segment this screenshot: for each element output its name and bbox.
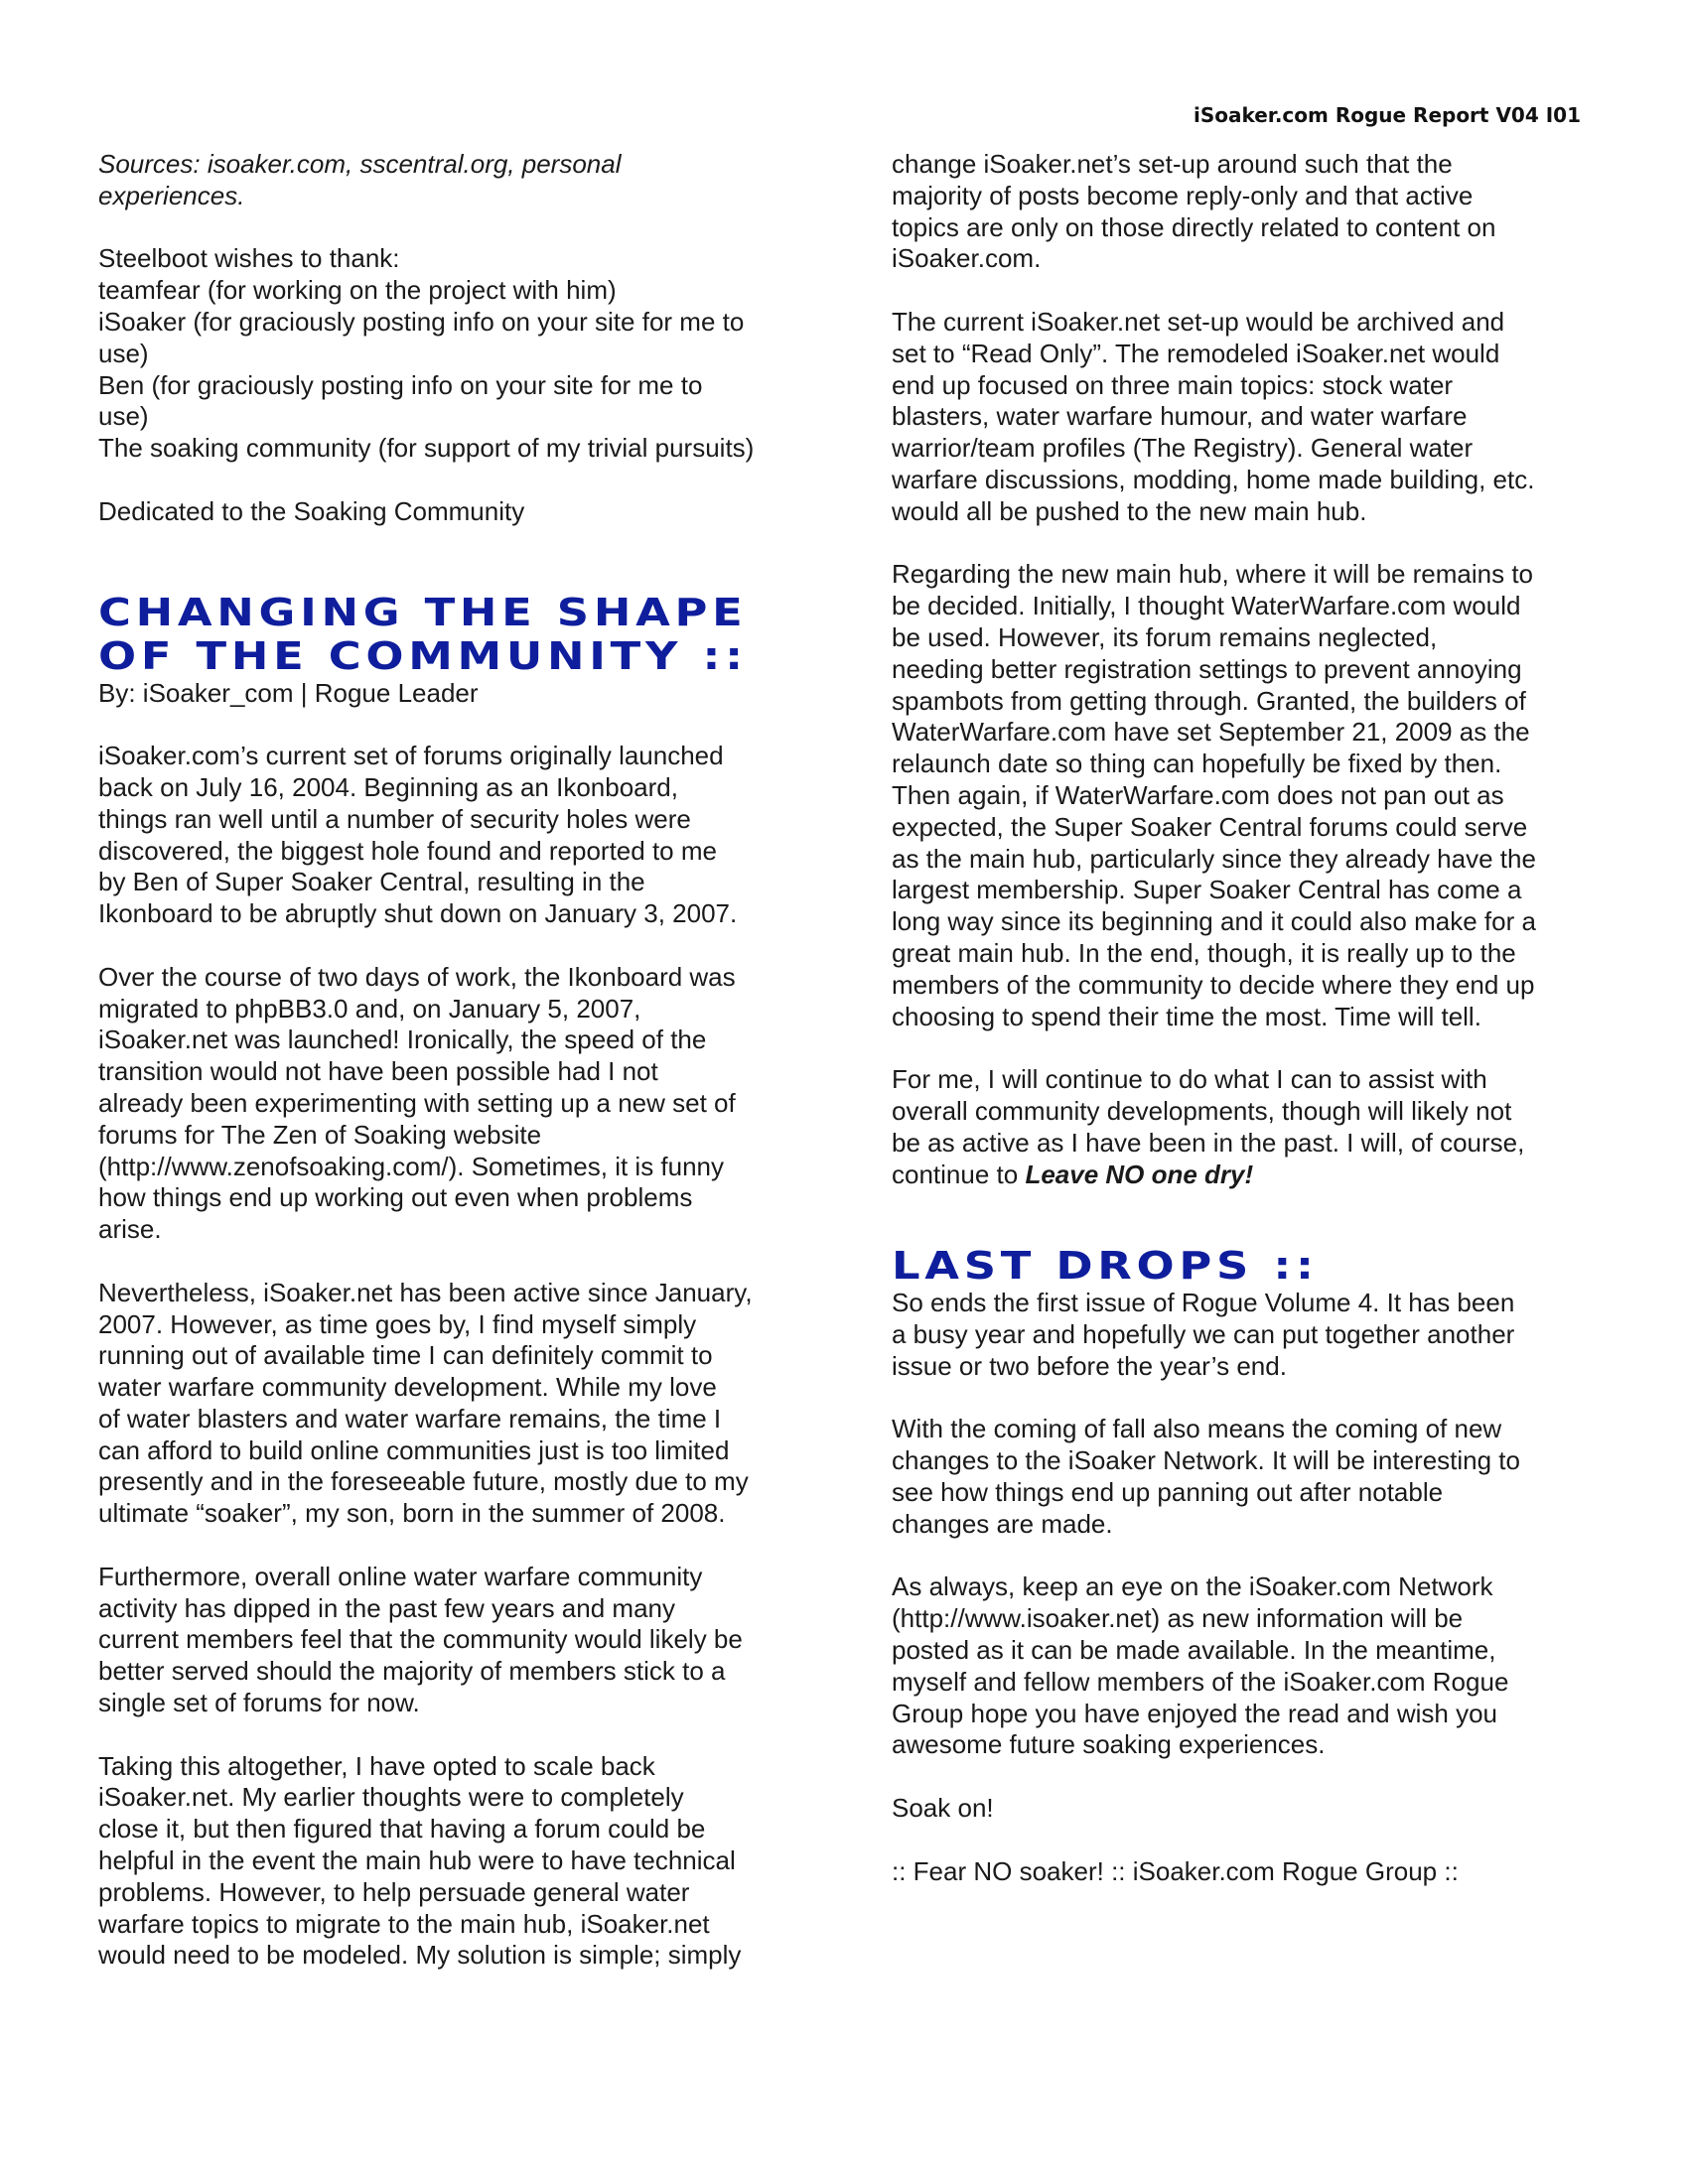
body-paragraph [892,1064,1597,1190]
body-paragraph: Nevertheless, iSoaker.net has been active since January, 2007. However, as time goes by, I find myself simply running out of available time I can definitely commit to water warfare community development. While my love of water blasters and water warfare remains, the time I can afford to build online communities just is too limited presently and in the foreseeable future, mostly due to my ultimate “soaker”, my son, born in the summer of 2008. [98,1277,753,1529]
body-paragraph: Furthermore, overall online water warfare community activity has dipped in the past few years and many current members feel that the community would likely be better served should the majority of members stick to a single set of forums for now. [98,1561,743,1718]
body-paragraph: The current iSoaker.net set-up would be archived and set to “Read Only”. The remodeled iSoaker.net would end up focused on three main topics: stock water blasters, water warfare humour, and water warfare warrior/team profiles (The Registry). General water warfare discussions, modding, home made building, etc. would all be pushed to the new main hub. [892,306,1535,526]
section-title-changing-shape-line1: CHANGING THE SHAPE [98,590,748,634]
signoff-line: :: Fear NO soaker! :: iSoaker.com Rogue Group :: [892,1855,1459,1886]
section-title-last-drops: LAST DROPS :: [892,1244,1319,1289]
leave-no-one-dry-emphasis: Leave NO one dry! [1025,1159,1254,1189]
byline: By: iSoaker_com | Rogue Leader [98,677,479,708]
sources-note: Sources: isoaker.com, sscentral.org, personal experiences. [98,149,622,210]
soak-on-line: Soak on! [892,1793,994,1824]
left-column [98,149,813,1972]
section-title-changing-shape-line2: OF THE COMMUNITY :: [98,633,748,678]
body-paragraph: Over the course of two days of work, the Ikonboard was migrated to phpBB3.0 and, on January 5, 2007, iSoaker.net was launched! Ironically, the speed of the transition would not have been possible had I not already been experimenting with setting up a new set of forums for The Zen of Soaking website (http://www.zenofsoaking.com/). Sometimes, it is funny how things end up working out even when problems arise. [98,961,736,1245]
body-paragraph: Taking this altogether, I have opted to scale back iSoaker.net. My earlier thoughts were to completely close it, but then figured that having a forum could be helpful in the event the main hub were to have technical problems. However, to help persuade general water warfare topics to migrate to the main hub, iSoaker.net would need to be modeled. My solution is simple; simply [98,1750,742,1971]
paragraph-text: For me, I will continue to do what I can to assist with overall community developments, though will likely not be as active as I have been in the past. I will, of course, continue to [892,1064,1525,1189]
running-header: iSoaker.com Rogue Report V04 I01 [1193,103,1581,127]
body-paragraph: Regarding the new main hub, where it will be remains to be decided. Initially, I thought WaterWarfare.com would be used. However, its forum remains neglected, needing better registration settings to prevent annoying spambots from getting through. Granted, the builders of WaterWarfare.com have set September 21, 2009 as the relaunch date so thing can hopefully be fixed by then. Then again, if WaterWarfare.com does not pan out as expected, the Super Soaker Central forums could serve as the main hub, particularly since they already have the largest membership. Super Soaker Central has come a long way since its beginning and it could also make for a great main hub. In the end, though, it is really up to the members of the community to decide where they end up choosing to spend their time the most. Time will tell. [892,559,1536,1031]
body-paragraph: So ends the first issue of Rogue Volume 4. It has been a busy year and hopefully we can put together another issue or two before the year’s end. [892,1288,1515,1381]
thanks-paragraph: Steelboot wishes to thank: teamfear (for working on the project with him) iSoaker (for graciously posting info on your site for me to use) Ben (for graciously posting info on your site for me to use) The soaking community (for support of my trivial pursuits) [98,243,755,464]
body-paragraph: As always, keep an eye on the iSoaker.com Network (http://www.isoaker.net) as new information will be posted as it can be made available. In the meantime, myself and fellow members of the iSoaker.com Rogue Group hope you have enjoyed the read and wish you awesome future soaking experiences. [892,1571,1509,1760]
body-paragraph: change iSoaker.net’s set-up around such that the majority of posts become reply-only and that active topics are only on those directly related to content on iSoaker.com. [892,149,1496,274]
right-column [892,149,1597,1887]
body-paragraph: iSoaker.com’s current set of forums originally launched back on July 16, 2004. Beginning as an Ikonboard, things ran well until a number of security holes were discovered, the biggest hole found and reported to me by Ben of Super Soaker Central, resulting in the Ikonboard to be abruptly shut down on January 3, 2007. [98,741,738,929]
dedication-line: Dedicated to the Soaking Community [98,495,525,526]
body-paragraph: With the coming of fall also means the coming of new changes to the iSoaker Network. It will be interesting to see how things end up panning out after notable changes are made. [892,1414,1520,1539]
